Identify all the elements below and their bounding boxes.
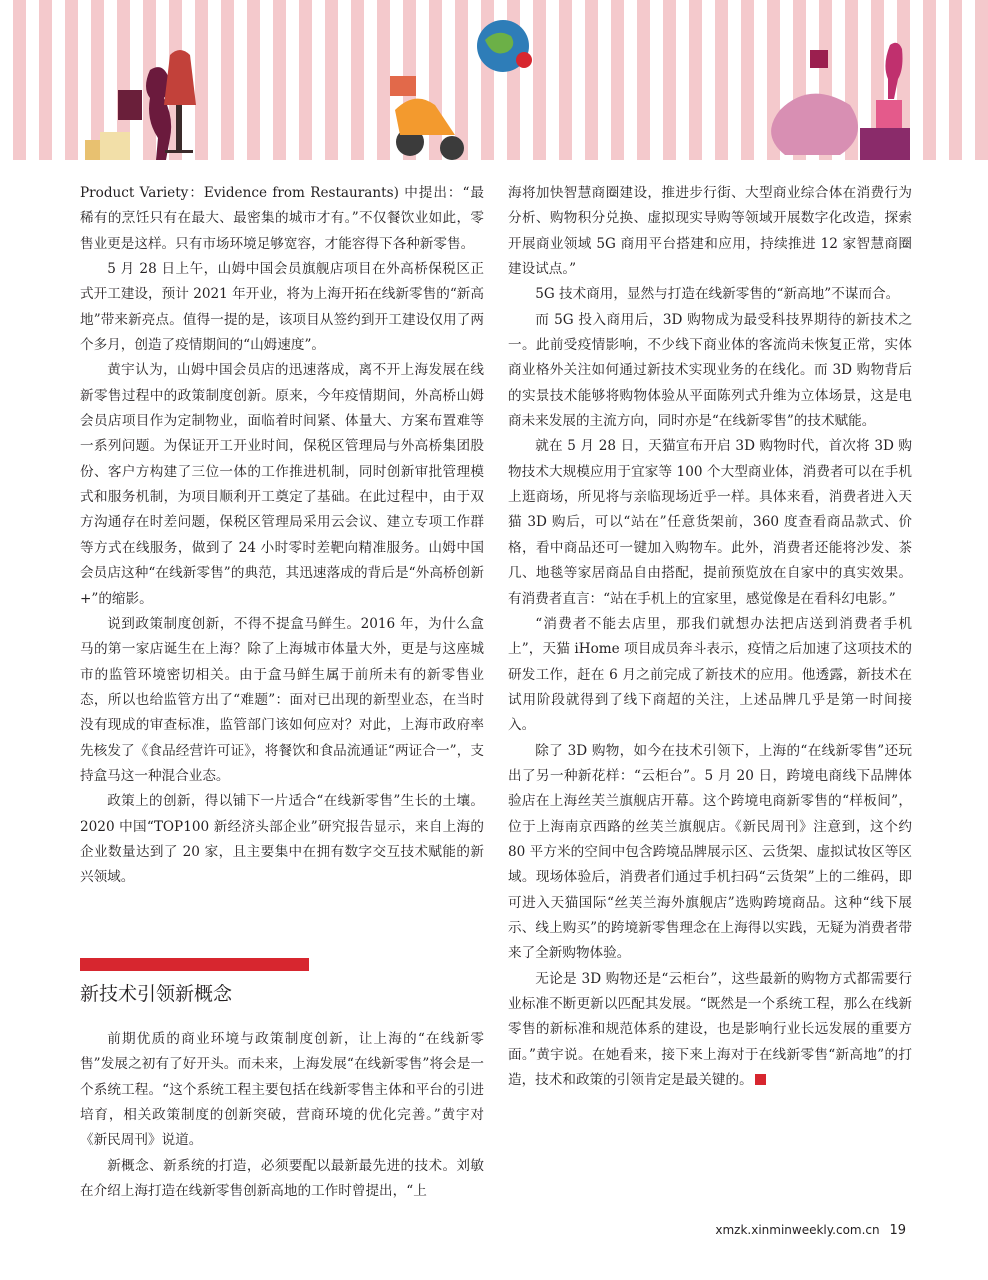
woman-figure-icon	[885, 43, 902, 99]
page-number: 19	[889, 1223, 906, 1238]
paragraph: 前期优质的商业环境与政策制度创新，让上海的“在线新零售”发展之初有了好开头。而未来，上海发展“在线新零售”将会是一个系统工程。“这个系统工程主要包括在线新零售主体和平台的引进培育，相关政策制度的创新突破，营商环境的优化完善。”黄宇对《新民周刊》说道。	[80, 1031, 484, 1149]
paragraph: 5G 技术商用，显然与打造在线新零售的“新高地”不谋而合。	[535, 286, 900, 303]
article-end-mark-icon	[755, 1074, 766, 1085]
handbag-icon	[118, 90, 142, 120]
paragraph: “消费者不能去店里，那我们就想办法把店送到消费者手机上”，天猫 iHome 项目成员奔斗表示，疫情之后加速了这项技术的研发工作，赶在 6 月之前完成了新技术的应用。他透露，新技术在试用阶段就得到了线下商超的关注，上述品牌几乎是第一时间接入。	[508, 615, 912, 734]
shopping-bag-icon	[100, 132, 130, 160]
paragraph: Product Variety：Evidence from Restaurants) 中提出：“最稀有的烹饪只有在最大、最密集的城市才有。”不仅餐饮业如此，零售业更是这样。只有市场环境足够宽容，才能容得下各种新零售。	[80, 185, 484, 252]
paragraph-text: 无论是 3D 购物还是“云柜台”，这些最新的购物方式都需要行业标准不断更新以匹配其发展。“既然是一个系统工程，那么在线新零售的新标准和规范体系的建设，也是影响行业长远发展的重要方面。”黄宇说。在她看来，接下来上海对于在线新零售“新高地”的打造，技术和政策的引领肯定是最关键的。	[508, 970, 912, 1089]
paragraph	[508, 967, 912, 1094]
scooter-icon	[395, 99, 455, 135]
paragraph: 5 月 28 日上午，山姆中国会员旗舰店项目在外高桥保税区正式开工建设，预计 2021 年开业，将为上海开拓在线新零售的“新高地”带来新亮点。值得一提的是，该项目从签约到开工建设仅用了两个多月，创造了疫情期间的“山姆速度”。	[80, 261, 484, 354]
section-heading: 新技术引领新概念	[80, 983, 233, 1005]
page-footer	[715, 1223, 906, 1238]
paragraph: 政策上的创新，得以铺下一片适合“在线新零售”生长的土壤。2020 中国“TOP100 新经济头部企业”研究报告显示，来自上海的企业数量达到了 20 家，且主要集中在拥有数字交互技术赋能的新兴领域。	[80, 793, 484, 886]
scooter-wheel-icon	[440, 136, 464, 160]
dress-icon	[164, 50, 196, 105]
paragraph: 除了 3D 购物，如今在技术引领下，上海的“在线新零售”还玩出了另一种新花样：“云柜台”。5 月 20 日，跨境电商线下品牌体验店在上海丝芙兰旗舰店开幕。这个跨境电商新零售的“样板间”，位于上海南京西路的丝芙兰旗舰店。《新民周刊》注意到，这个约 80 平方米的空间中包含跨境品牌展示区、云货架、虚拟试妆区等区域。现场体验后，消费者们通过手机扫码“云货架”上的二维码，即可进入天猫国际“丝芙兰海外旗舰店”选购跨境商品。这种“线下展示、线上购买”的跨境新零售理念在上海得以实践，无疑为消费者带来了全新购物体验。	[508, 742, 912, 962]
paragraph: 就在 5 月 28 日，天猫宣布开启 3D 购物时代，首次将 3D 购物技术大规模应用于宜家等 100 个大型商业体，消费者可以在手机上逛商场，所见将与亲临现场近乎一样。具体来看，消费者进入天猫 3D 购后，可以“站在”任意货架前，360 度查看商品款式、价格，看中商品还可一键加入购物车。此外，消费者还能将沙发、茶几、地毯等家居商品自由搭配，提前预览放在自家中的真实效果。有消费者直言：“站在手机上的宜家里，感觉像是在看科幻电影。”	[508, 438, 912, 607]
paragraph: 黄宇认为，山姆中国会员店的迅速落成，离不开上海发展在线新零售过程中的政策制度创新。原来，今年疫情期间，外高桥山姆会员店项目作为定制物业，面临着时间紧、体量大、方案布置难等一系列问题。为保证开工开业时间，保税区管理局与外高桥集团股份、客户方构建了三位一体的工作推进机制，同时创新审批管理模式和服务机制，为项目顺利开工奠定了基础。在此过程中，由于双方沟通存在时差问题，保税区管理局采用云会议、建立专项工作群等方式在线服务，做到了 24 小时零时差靶向精准服务。山姆中国会员店这种“在线新零售”的典范，其迅速落成的背后是“外高桥创新 +”的缩影。	[80, 362, 484, 607]
gift-box-icon	[860, 128, 910, 160]
footer-url: xmzk.xinminweekly.com.cn	[715, 1223, 880, 1237]
gift-bag-icon	[771, 94, 858, 155]
paragraph: 说到政策制度创新，不得不提盒马鲜生。2016 年，为什么盒马的第一家店诞生在上海？除了上海城市体量大外，更是与这座城市的监管环境密切相关。由于盒马鲜生属于前所未有的新零售业态，所以也给监管方出了“难题”：面对已出现的新型业态，在当时没有现成的审查标准，监管部门该如何应对？对此，上海市政府率先核发了《食品经营许可证》，将餐饮和食品流通证“两证合一”，支持盒马这一种混合业态。	[80, 615, 484, 784]
right-column	[508, 181, 912, 1093]
shopping-illustration	[0, 0, 988, 160]
delivery-box-icon	[390, 76, 416, 96]
gift-box-icon	[876, 100, 902, 128]
header-illustration-banner	[0, 0, 988, 160]
paragraph: 而 5G 投入商用后，3D 购物成为最受科技界期待的新技术之一。此前受疫情影响，不少线下商业体的客流尚未恢复正常，实体商业格外关注如何通过新技术实现业务的在线化。而 3D 购物背后的实景技术能够将购物体验从平面陈列式升维为立体场景，这是电商未来发展的主流方向，同时亦是“在线新零售”的技术赋能。	[508, 311, 912, 430]
left-column-lower	[80, 1027, 484, 1204]
paragraph: 海将加快智慧商圈建设，推进步行街、大型商业综合体在消费行为分析、购物积分兑换、虚拟现实导购等领域开展数字化改造，探索开展商业领域 5G 商用平台搭建和应用，持续推进 12 家智慧商圈建设试点。”	[508, 185, 912, 278]
section-divider-bar	[80, 958, 309, 971]
paragraph: 新概念、新系统的打造，必须要配以最新最先进的技术。刘敏在介绍上海打造在线新零售创新高地的工作时曾提出，“上	[80, 1157, 484, 1200]
handbag-icon	[810, 50, 828, 68]
left-column	[80, 181, 484, 891]
